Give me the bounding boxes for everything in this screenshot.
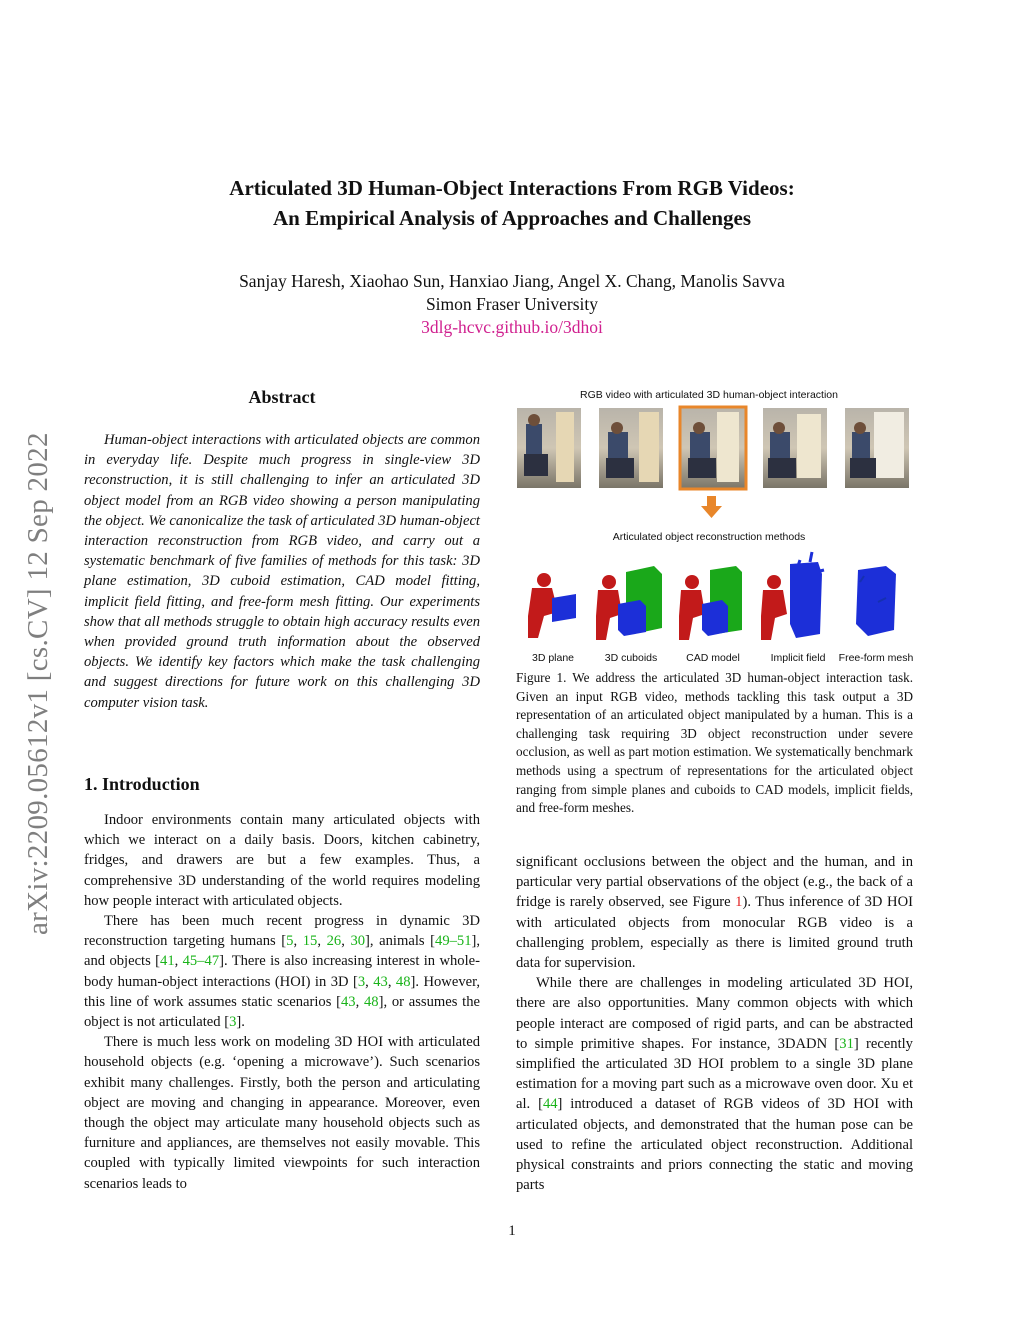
render-3d-plane	[528, 573, 576, 638]
project-url-link[interactable]: 3dlg-hcvc.github.io/3dhoi	[421, 317, 603, 337]
author-block	[0, 270, 1024, 339]
intro-paragraph-3: There is much less work on modeling 3D HOI with articulated household objects (e.g. ‘opening a microwave’). Such scenarios exhibit many challenges. Firstly, both the person and articulating object are moving and changing in appearance. Moreover, even though the object may articulate many household objects such as furniture and appliances, are themselves not easily movable. This coupled with typically limited viewpoints for such interaction scenarios leads to	[84, 1034, 480, 1192]
paper-title	[0, 173, 1024, 233]
right-paragraph-2: While there are challenges in modeling articulated 3D HOI, there are also opportunities. Many common objects with which people interact are composed of rigid parts, and can be abstracted to simple primitive shapes. For instance, 3DADN [31] recently simplified the articulated 3D HOI problem to a single 3D plane estimation for a moving part such as a microwave oven door. Xu et al. [44] introduced a dataset of RGB videos of 3D HOI with articulated objects, and demonstrated that the human pose can be used to refine the articulated object reconstruction. Additional physical constraints and priors connecting the static and moving parts	[516, 975, 913, 1194]
citation-link[interactable]: 41	[160, 953, 175, 970]
figure-top-label: RGB video with articulated 3D human-object interaction	[580, 389, 838, 401]
figure-mid-label: Articulated object reconstruction methods	[612, 531, 806, 543]
citation-link[interactable]: 26	[326, 933, 342, 950]
video-frame-1	[517, 408, 581, 488]
intro-body	[84, 810, 480, 1194]
method-label-3d-cuboids: 3D cuboids	[604, 652, 658, 664]
arxiv-identifier: arXiv:2209.05612v1 [cs.CV] 12 Sep 2022	[22, 432, 54, 935]
render-free-form-mesh	[856, 566, 896, 636]
citation-link[interactable]: 5	[286, 933, 294, 950]
intro-paragraph-1: Indoor environments contain many articulated objects with which we interact on a daily basis. Doors, kitchen cabinetry, fridges, and drawers are but a few examples. Thus, a comprehensive 3D understanding of the world requires modeling how people interact with articulated objects.	[84, 812, 480, 909]
figure-1-caption	[516, 669, 913, 818]
citation-link[interactable]: 43	[373, 973, 388, 990]
video-frame-5	[845, 408, 909, 488]
method-labels	[514, 652, 914, 666]
citation-link[interactable]: 15	[302, 933, 318, 950]
render-3d-cuboids	[596, 566, 662, 640]
section-heading-introduction: 1. Introduction	[84, 774, 200, 794]
video-frame-2	[599, 408, 663, 488]
title-line-1: Articulated 3D Human-Object Interactions From RGB Videos:	[229, 176, 795, 200]
citation-link[interactable]: 30	[350, 933, 366, 950]
down-arrow-icon	[701, 496, 722, 518]
citation-link[interactable]: 49–51	[435, 933, 472, 950]
citation-link[interactable]: 31	[839, 1035, 854, 1052]
citation-link[interactable]: 43	[341, 993, 356, 1010]
caption-prefix: Figure 1.	[516, 670, 567, 685]
citation-link[interactable]: 45–47	[182, 953, 220, 970]
video-frame-3-highlighted	[680, 407, 746, 489]
authors: Sanjay Haresh, Xiaohao Sun, Hanxiao Jiang, Angel X. Chang, Manolis Savva	[239, 271, 785, 291]
render-cad-model	[679, 566, 742, 640]
method-label-free-form-mesh: Free-form mesh	[838, 652, 914, 664]
citation-link[interactable]: 3	[229, 1014, 237, 1031]
video-frame-4	[763, 408, 827, 488]
method-label-3d-plane: 3D plane	[531, 652, 575, 664]
page-number: 1	[508, 1223, 516, 1239]
citation-link[interactable]: 48	[395, 973, 411, 990]
citation-link[interactable]: 44	[542, 1096, 558, 1113]
caption-text: We address the articulated 3D human-object interaction task. Given an input RGB video, methods tackling this task output a 3D representation of an articulated object manipulated by a human. This is a challenging task requiring 3D object reconstruction under severe occlusion, as well as part motion estimation. We systematically benchmark methods using a spectrum of representations for the articulated object ranging from simple planes and cuboids to CAD models, implicit fields, and free-form meshes.	[516, 670, 914, 816]
abstract-heading: Abstract	[248, 387, 316, 407]
abstract-text	[84, 430, 480, 713]
citation-link[interactable]: 3	[357, 973, 366, 990]
figure-reference-link[interactable]: 1	[735, 894, 743, 911]
intro-paragraph-2: There has been much recent progress in dynamic 3D reconstruction targeting humans [5, 15, 26, 30], animals [49–51], and objects [41, 45–47]. There is also increasing interest in whole-body human-object interactions (HOI) in 3D [3, 43, 48]. However, this line of work assumes static scenarios [43, 48], or assumes the object is not articulated [3].	[84, 913, 481, 1031]
title-line-2: An Empirical Analysis of Approaches and Challenges	[272, 206, 752, 230]
right-column-body	[516, 852, 913, 1195]
method-label-implicit-field: Implicit field	[770, 652, 826, 664]
method-label-cad-model: CAD model	[686, 652, 740, 664]
affiliation: Simon Fraser University	[425, 294, 599, 314]
citation-link[interactable]: 48	[364, 993, 379, 1010]
abstract-paragraph: Human-object interactions with articulated objects are common in everyday life. Despite much progress in single-view 3D reconstruction, it is still challenging to infer an articulated 3D object model from an RGB video showing a person manipulating the object. We canonicalize the task of articulated 3D human-object interaction reconstruction from RGB video, and carry out a systematic benchmark of five families of methods for this task: 3D plane estimation, 3D cuboid estimation, CAD model fitting, implicit field fitting, and free-form mesh fitting. Our experiments show that all methods struggle to obtain high accuracy results even when provided ground truth information about the observed objects. We identify key factors which make the task challenging and suggest directions for future work on this challenging 3D computer vision task.	[84, 432, 480, 711]
right-paragraph-1: significant occlusions between the object and the human, and in particular very partial observations of the object (e.g., the back of a fridge is rarely observed, see Figure 1). Thus inference of 3D HOI with articulated objects from monocular RGB video is a challenging problem, especially as there is limited ground truth data for supervision.	[516, 854, 913, 972]
render-implicit-field	[761, 552, 824, 640]
